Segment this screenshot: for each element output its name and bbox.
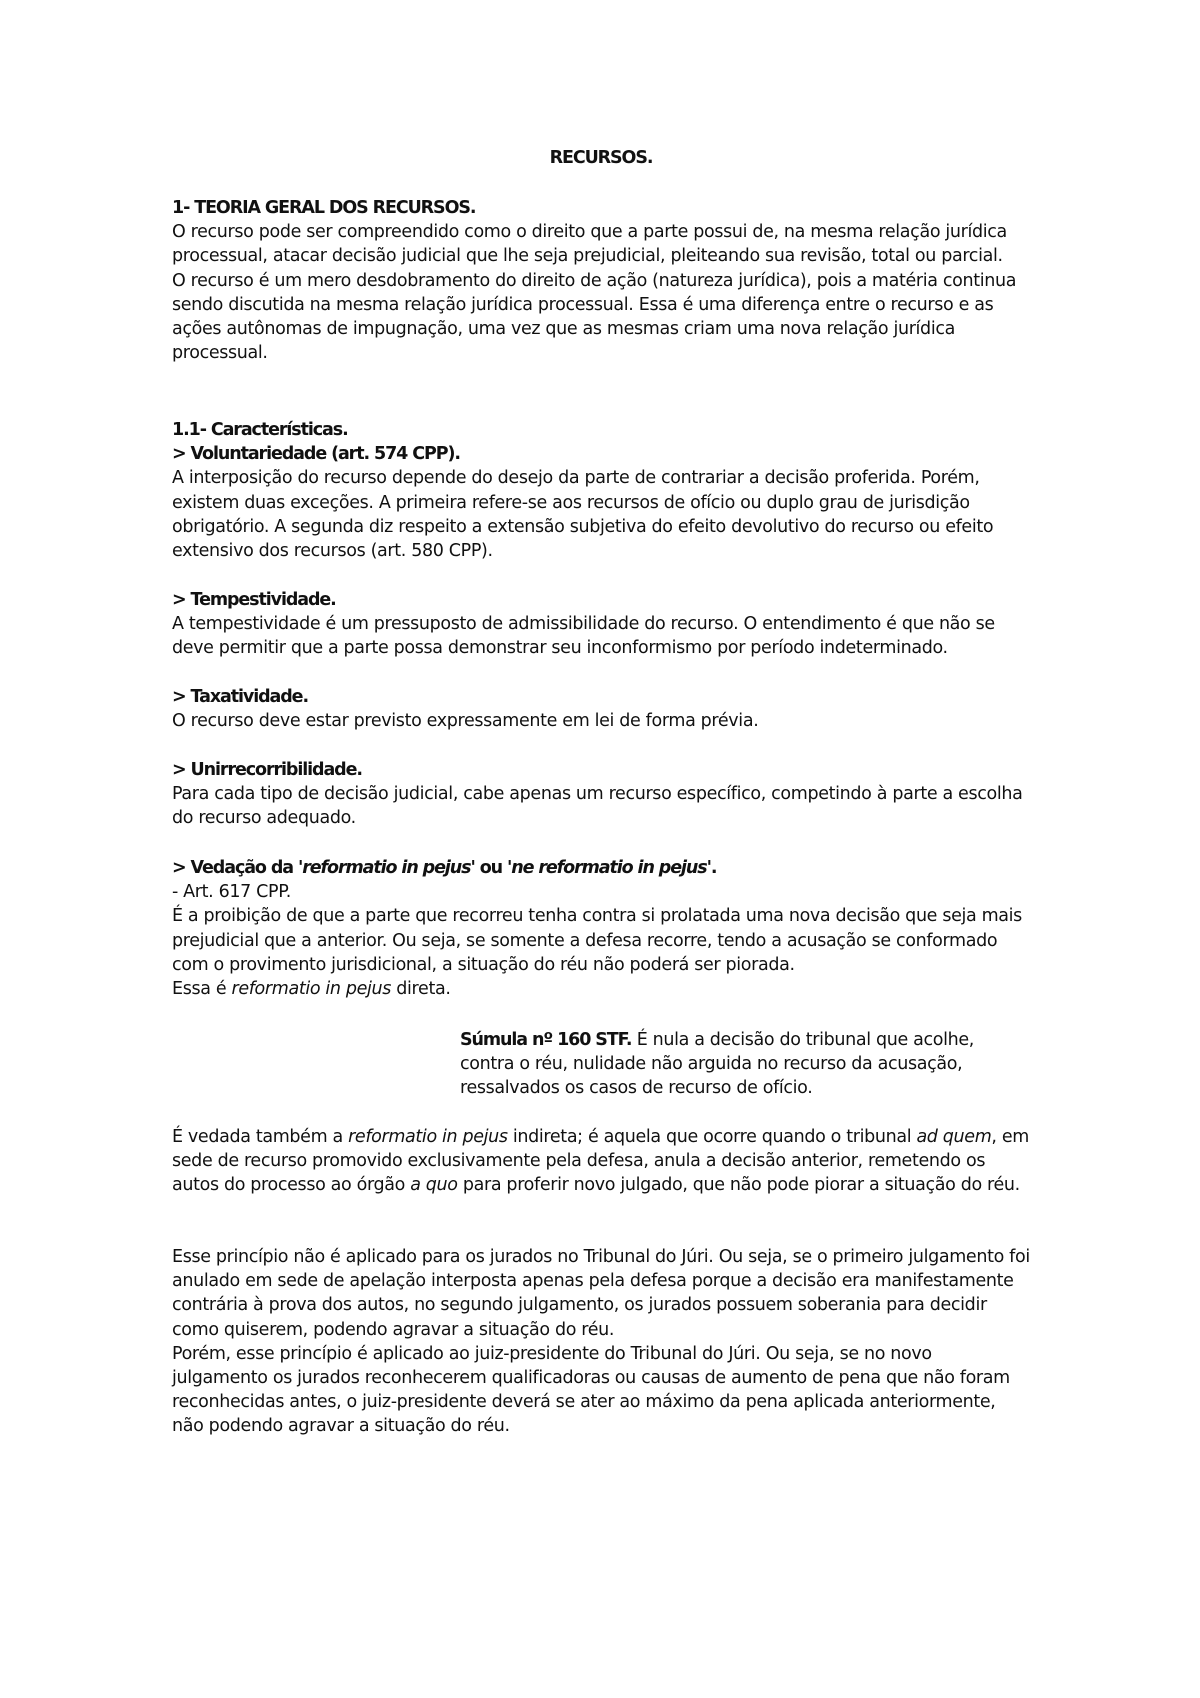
indirect-paragraph: É vedada também a reformatio in pejus indireta; é aquela que ocorre quando o tribunal ad quem, em sede de recurso promovido exclusivamente pela defesa, anula a decisão anterior, remetendo os autos do processo ao órgão a quo para proferir novo julgado, que não pode piorar a situação do réu. [172,1127,1029,1196]
voluntariedade-text: A interposição do recurso depende do desejo da parte de contrariar a decisão proferida. Porém, existem duas exceções. A primeira refere-se aos recursos de ofício ou duplo grau de jurisdição obrigatório. A segunda diz respeito a extensão subjetiva do efeito devolutivo do recurso ou efeito extensivo dos recursos (art. 580 CPP). [172,468,994,562]
tempestividade-text: A tempestividade é um pressuposto de admissibilidade do recurso. O entendimento é que não se deve permitir que a parte possa demonstrar seu inconformismo por período indeterminado. [172,614,995,659]
juri-paragraph-2: Porém, esse princípio é aplicado ao juiz-presidente do Tribunal do Júri. Ou seja, se no novo julgamento os jurados reconhecerem qualificadoras ou causas de aumento de pena que não foram reconhecidas antes, o juiz-presidente deverá se ater ao máximo da pena aplicada anteriormente, não podendo agravar a situação do réu. [172,1343,1010,1437]
unirrecorribilidade [172,758,1030,831]
section-1-paragraph-1: O recurso pode ser compreendido como o direito que a parte possui de, na mesma relação jurídica processual, atacar decisão judicial que lhe seja prejudicial, pleiteando sua revisão, total ou parcial. [172,222,1007,267]
juri-section [172,1245,1030,1439]
voluntariedade-heading: > Voluntariedade (art. 574 CPP). [172,444,460,465]
vedacao-direct-note: Essa é reformatio in pejus direta. [172,979,451,1000]
taxatividade-heading: > Taxatividade. [172,687,308,707]
sumula-text: É nula a decisão do tribunal que acolhe, contra o réu, nulidade não arguida no recurso da acusação, ressalvados os casos de recurso de ofício. [460,1030,975,1099]
vedacao-section [172,856,1030,1001]
section-1 [172,196,1030,365]
section-1-paragraph-2: O recurso é um mero desdobramento do direito de ação (natureza jurídica), pois a matéria continua sendo discutida na mesma relação jurídica processual. Essa é uma diferença entre o recurso e as ações autônomas de impugnação, uma vez que as mesmas criam uma nova relação jurídica processual. [172,270,1017,364]
section-1-1 [172,418,1030,563]
tempestividade [172,588,1030,661]
page-title: RECURSOS. [549,148,653,168]
section-1-heading: 1- TEORIA GERAL DOS RECURSOS. [172,198,476,218]
juri-paragraph-1: Esse princípio não é aplicado para os jurados no Tribunal do Júri. Ou seja, se o primeiro julgamento foi anulado em sede de apelação interposta apenas pela defesa porque a decisão era manifestamente contrária à prova dos autos, no segundo julgamento, os jurados possuem soberania para decidir como quiserem, podendo agravar a situação do réu. [172,1247,1030,1340]
tempestividade-heading: > Tempestividade. [172,590,336,610]
sumula-quote [460,1028,1020,1101]
unirrecorribilidade-heading: > Unirrecorribilidade. [172,760,362,780]
taxatividade-text: O recurso deve estar previsto expressamente em lei de forma prévia. [172,711,759,732]
vedacao-paragraph: É a proibição de que a parte que recorreu tenha contra si prolatada uma nova decisão que seja mais prejudicial que a anterior. Ou seja, se somente a defesa recorre, tendo a acusação se conformado com o provimento jurisdicional, a situação do réu não poderá ser piorada. [172,906,1022,975]
vedacao-article-ref: - Art. 617 CPP. [172,882,291,903]
vedacao-heading: > Vedação da 'reformatio in pejus' ou 'ne reformatio in pejus'. [172,858,717,878]
unirrecorribilidade-text: Para cada tipo de decisão judicial, cabe apenas um recurso específico, competindo à parte a escolha do recurso adequado. [172,784,1023,829]
sumula-label: Súmula nº 160 STF. [460,1030,632,1050]
taxatividade [172,685,1030,733]
section-1-1-heading: 1.1- Características. [172,420,348,440]
